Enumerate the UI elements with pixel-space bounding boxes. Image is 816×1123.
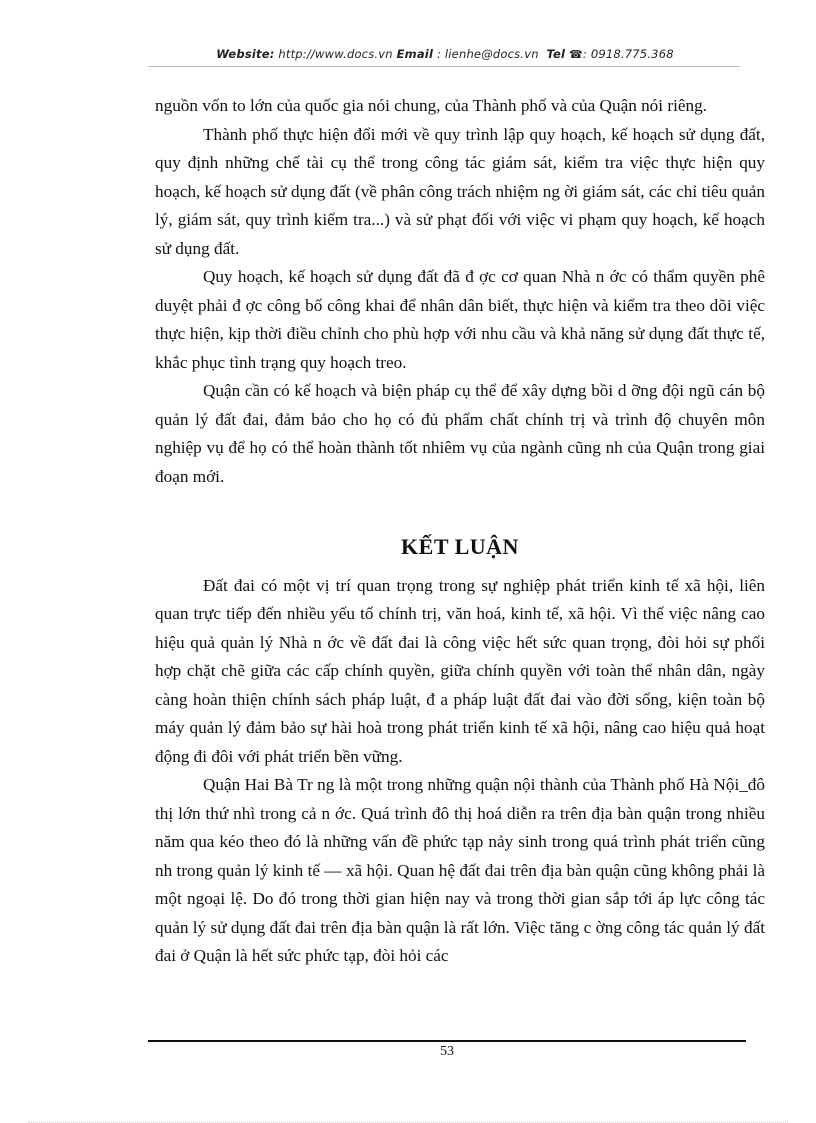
tel-value: : 0918.775.368 <box>582 47 674 61</box>
email-label: Email <box>396 47 434 61</box>
document-body <box>155 92 765 971</box>
phone-icon: ☎ <box>569 48 583 61</box>
paragraph: nguồn vốn to lớn của quốc gia nói chung, của Thành phố và của Quận nói riêng. <box>155 96 707 115</box>
footer-divider <box>148 1040 746 1042</box>
email-value: lienhe@docs.vn <box>444 47 539 61</box>
website-url: http://www.docs.vn <box>278 47 393 61</box>
paragraph: Đất đai có một vị trí quan trọng trong sự nghiệp phát triển kinh tế xã hội, liên quan trực tiếp đến nhiều yếu tố chính trị, văn hoá, kinh tế, xã hội. Vì thế việc nâng cao hiệu quả quản lý Nhà n ớc về đất đai là công việc hết sức quan trọng, đòi hỏi sự phối hợp chặt chẽ giữa các cấp chính quyền, giữa chính quyền với toàn thể nhân dân, ngày càng hoàn thiện chính sách pháp luật, đ a pháp luật đất đai vào đời sống, kiện toàn bộ máy quản lý đảm bảo sự hài hoà trong phát triển kinh tế xã hội, nâng cao hiệu quả hoạt động đi đôi với phát triển bền vững. <box>155 575 765 766</box>
page-number: 53 <box>440 1044 454 1059</box>
email-separator: : <box>436 47 442 61</box>
section-title: KẾT LUẬN <box>401 534 519 559</box>
tel-label: Tel <box>546 47 566 61</box>
page-header <box>150 47 740 61</box>
paragraph: Quận cần có kế hoạch và biện pháp cụ thể để xây dựng bồi d ỡng đội ngũ cán bộ quản lý đất đai, đảm bảo cho họ có đủ phẩm chất chính trị và trình độ chuyên môn nghiệp vụ để họ có thể hoàn thành tốt nhiêm vụ của ngành cũng nh của Quận trong giai đoạn mới. <box>155 381 765 486</box>
paragraph: Quận Hai Bà Tr ng là một trong những quận nội thành của Thành phố Hà Nội_đô thị lớn thứ nhì trong cả n ớc. Quá trình đô thị hoá diễn ra trên địa bàn quận trong nhiều năm qua kéo theo đó là những vấn đề phức tạp nảy sinh trong quá trình phát triển cũng nh trong quản lý kinh tế — xã hội. Quan hệ đất đai trên địa bàn quận cũng không phải là một ngoại lệ. Do đó trong thời gian hiện nay và trong thời gian sắp tới áp lực công tác quản lý sử dụng đất đai trên địa bàn quận là rất lớn. Việc tăng c ờng công tác quản lý đất đai ở Quận là hết sức phức tạp, đòi hỏi các <box>155 775 765 965</box>
paragraph: Thành phố thực hiện đổi mới về quy trình lập quy hoạch, kế hoạch sử dụng đất, quy định những chế tài cụ thể trong công tác giám sát, kiểm tra việc thực hiện quy hoạch, kế hoạch sử dụng đất (về phân công trách nhiệm ng ời giám sát, các chỉ tiêu quản lý, giám sát, quy trình kiểm tra...) và sử phạt đối với việc vi phạm quy hoạch, kế hoạch sử dụng đất. <box>155 124 765 258</box>
paragraph: Quy hoạch, kế hoạch sử dụng đất đã đ ợc cơ quan Nhà n ớc có thẩm quyền phê duyệt phải đ ợc công bố công khai để nhân dân biết, thực hiện và kiểm tra theo dõi việc thực hiện, kịp thời điều chỉnh cho phù hợp với nhu cầu và khả năng sử dụng đất thực tế, khắc phục tình trạng quy hoạch treo. <box>155 267 765 372</box>
website-label: Website: <box>216 47 275 61</box>
header-divider <box>148 66 740 67</box>
